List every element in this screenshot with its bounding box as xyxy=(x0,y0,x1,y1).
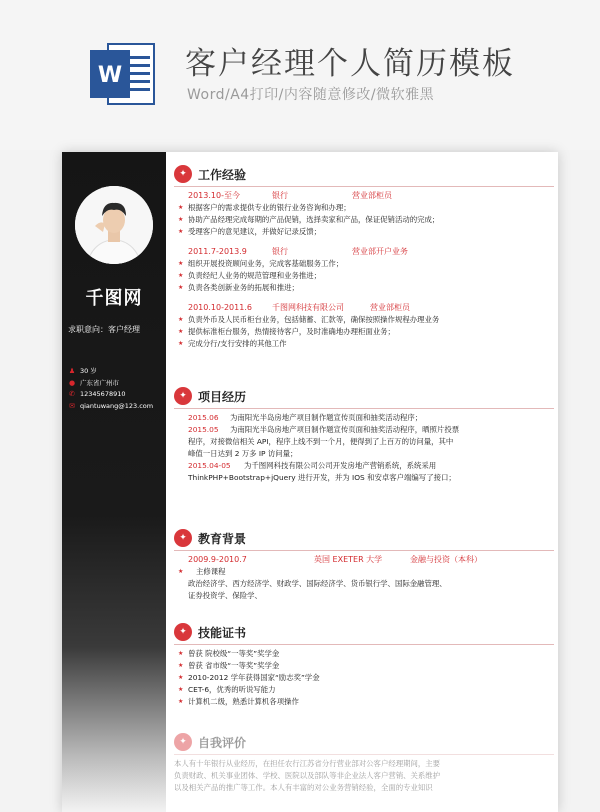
list-item: ★ 曾获 院校级“一等奖”奖学金 xyxy=(174,648,554,660)
section-title: 项目经历 xyxy=(198,389,247,404)
self-evaluation-section xyxy=(174,732,554,794)
page-title: 客户经理个人简历模板 xyxy=(185,46,515,82)
section-title: 教育背景 xyxy=(198,531,247,546)
job-header: 2013.10-至今 银行 营业部柜员 xyxy=(188,191,392,200)
list-item: ★ 负责各类创新业务的拓展和推进； xyxy=(174,282,554,294)
list-item: ★ 提供标准柜台服务，热情接待客户，及时准确地办理柜面业务； xyxy=(174,326,554,338)
list-item: ★ 受理客户的意见建议，并做好记录反馈； xyxy=(174,226,554,238)
location-row: ● 广东省广州市 xyxy=(68,378,119,387)
list-item: ★ 协助产品经理完成每期的产品促销，选择卖家和产品，保证促销活动的完成； xyxy=(174,214,554,226)
avatar xyxy=(75,186,153,264)
sidebar xyxy=(62,152,166,812)
skills-section xyxy=(174,622,554,708)
evaluation-line: 以及相关产品的推广等工作。本人有丰富的对公业务营销经验，全面的专业知识 xyxy=(174,783,433,792)
banner xyxy=(0,0,600,150)
phone-icon: ✆ xyxy=(69,390,75,398)
course-line: 证券投资学、保险学、 xyxy=(188,591,262,600)
section-title: 技能证书 xyxy=(198,625,247,640)
list-item: ★ 负责经纪人业务的规范管理和业务推进； xyxy=(174,270,554,282)
list-item: ★ CET-6，优秀的听说写能力 xyxy=(174,684,554,696)
briefcase-icon: ✦ xyxy=(174,165,192,183)
project-line: 程序，对接微信相关 API，程序上线不到一个月，便得到了上百万的访问量，其中 xyxy=(188,437,454,446)
project-icon: ✦ xyxy=(174,387,192,405)
list-item: ★ 2010-2012 学年获得国家“励志奖”学金 xyxy=(174,672,554,684)
section-divider xyxy=(174,644,554,645)
mail-icon: ✉ xyxy=(69,402,75,410)
word-icon xyxy=(88,38,158,110)
graduation-cap-icon: ✦ xyxy=(174,529,192,547)
section-divider xyxy=(174,186,554,187)
job-intent: 求职意向：客户经理 xyxy=(68,325,140,334)
section-divider xyxy=(174,754,554,755)
age-row: ♟ 30 岁 xyxy=(68,366,97,375)
page-subtitle: Word/A4打印/内容随意修改/微软雅黑 xyxy=(187,87,435,103)
project-line: 峰值一日达到 2 万多 IP 访问量； xyxy=(188,449,298,458)
section-divider xyxy=(174,550,554,551)
evaluation-line: 本人有十年银行从业经历，在担任农行江苏省分行营业部对公客户经理期间，主要 xyxy=(174,759,441,768)
resume-paper xyxy=(62,152,558,812)
certificate-icon: ✦ xyxy=(174,623,192,641)
candidate-name: 千图网 xyxy=(85,288,143,309)
course-label: ★ 主修课程 xyxy=(174,566,554,578)
person-icon: ♟ xyxy=(68,366,76,375)
education-header: 2009.9-2010.7 英国 EXETER 大学 金融与投资（本科） xyxy=(188,555,482,564)
list-item: ★ 组织开展投资顾问业务，完成客基础服务工作； xyxy=(174,258,554,270)
section-title: 自我评价 xyxy=(198,735,247,750)
education-section xyxy=(174,528,554,602)
project-line: 2015.05 为南阳光半岛房地产项目制作题宣传页面和抽奖活动程序，晒照片投票 xyxy=(188,425,460,434)
svg-text:W: W xyxy=(97,63,123,88)
project-line: 2015.04-05 为千图网科技有限公司公司开发房地产营销系统，系统采用 xyxy=(188,461,437,470)
resume-content xyxy=(174,152,554,812)
job-header: 2010.10-2011.6 千图网科技有限公司 营业部柜员 xyxy=(188,303,410,312)
email-row: ✉ qiantuwang@123.com xyxy=(69,402,154,410)
phone-row: ✆ 12345678910 xyxy=(69,390,126,398)
section-title: 工作经验 xyxy=(198,167,247,182)
list-item: ★ 根据客户的需求提供专业的银行业务咨询和办理； xyxy=(174,202,554,214)
job-header: 2011.7-2013.9 银行 营业部开户业务 xyxy=(188,247,408,256)
person-icon: ✦ xyxy=(174,733,192,751)
location-icon: ● xyxy=(68,378,76,387)
list-item: ★ 完成分行/支行安排的其他工作 xyxy=(174,338,554,350)
list-item: ★ 计算机二级，熟悉计算机各项操作 xyxy=(174,696,554,708)
project-section xyxy=(174,386,554,484)
project-line: ThinkPHP+Bootstrap+jQuery 进行开发，并为 IOS 和安卓客户端编写了接口； xyxy=(188,473,456,482)
work-section xyxy=(174,164,554,350)
list-item: ★ 负责外币及人民币柜台业务，包括储蓄、汇款等，确保按照操作规程办理业务 xyxy=(174,314,554,326)
list-item: ★ 曾获 省市级“一等奖”奖学金 xyxy=(174,660,554,672)
project-line: 2015.06 为南阳光半岛房地产项目制作题宣传页面和抽奖活动程序； xyxy=(188,413,423,422)
evaluation-line: 负责财政、机关事业团体、学校、医院以及部队等非企业法人客户营销、关系维护 xyxy=(174,771,441,780)
course-line: 政治经济学、西方经济学、财政学、国际经济学、货币银行学、国际金融管理、 xyxy=(188,579,447,588)
section-divider xyxy=(174,408,554,409)
